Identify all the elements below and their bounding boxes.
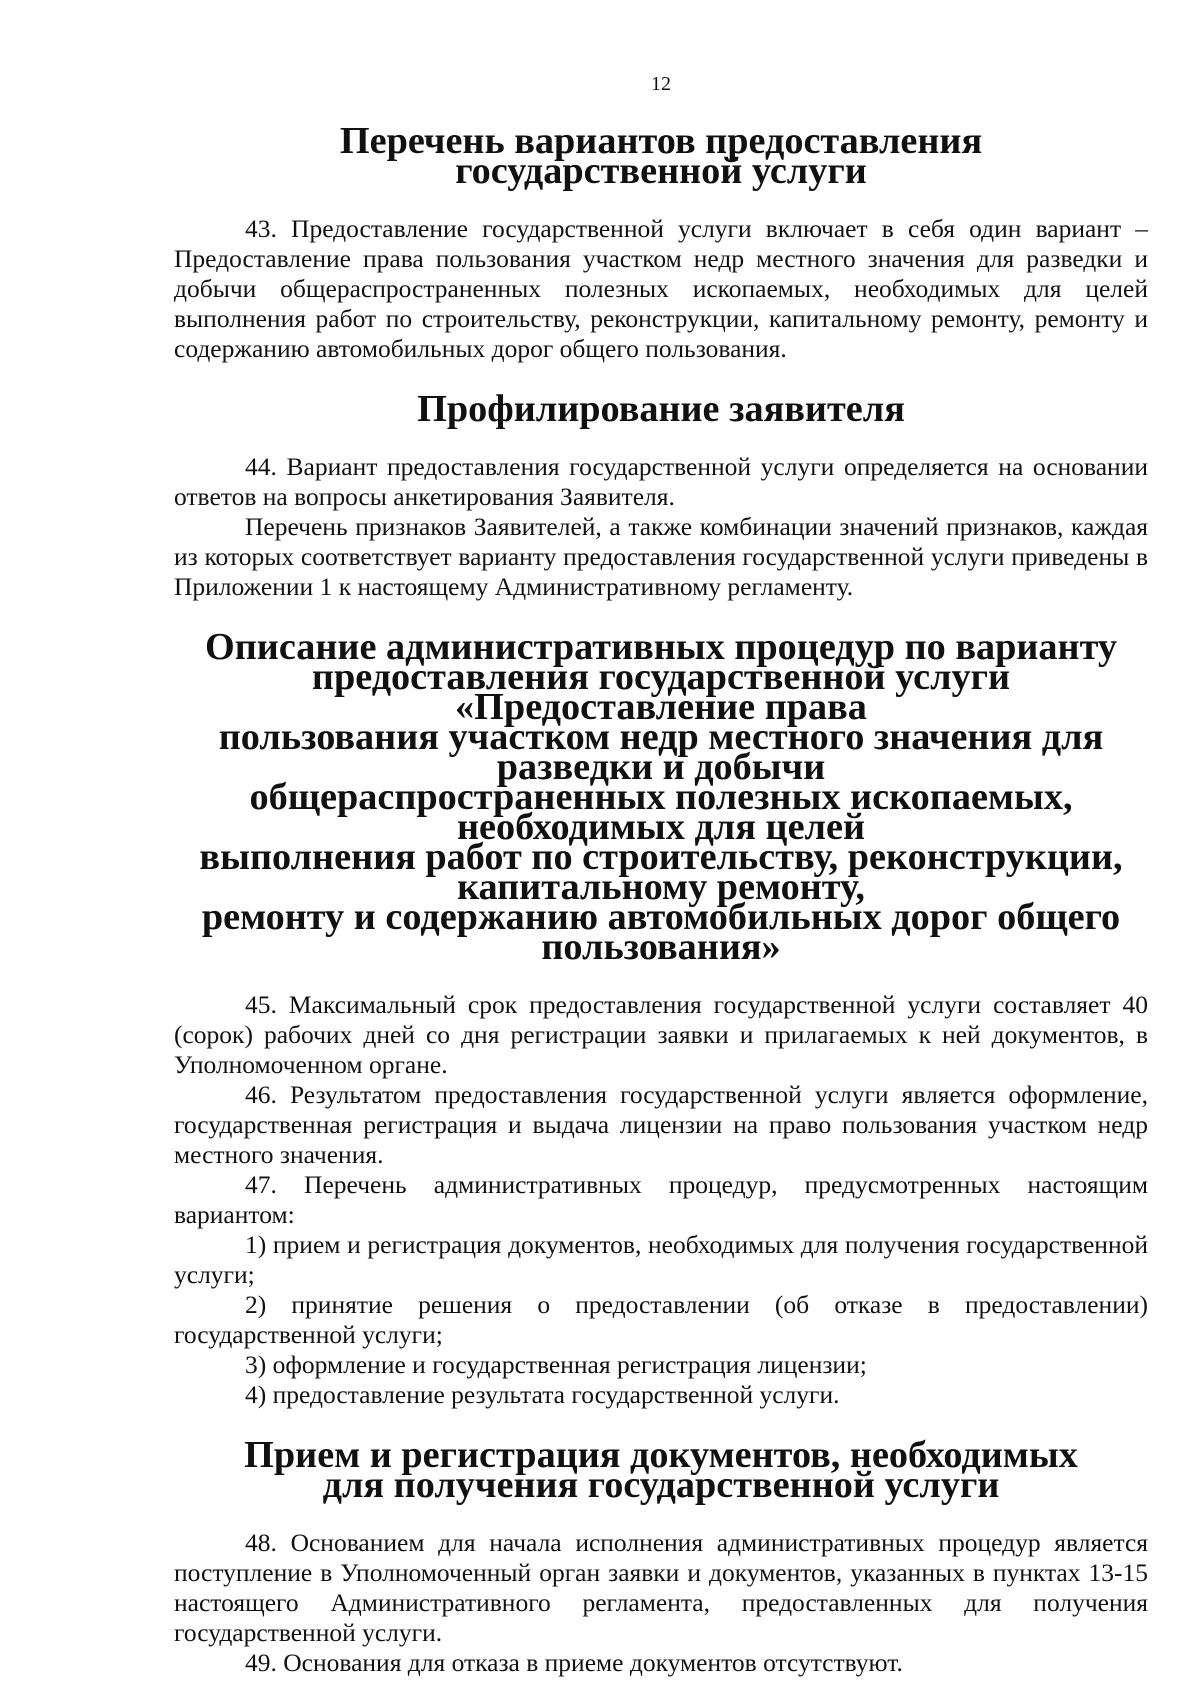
paragraph-43: 43. Предоставление государственной услуги включает в себя один вариант – Предоставление права пользования участком недр местного значения для разведки и добычи общераспространенных полезных ископаемых, необходимых для целей выполнения работ по строительству, реконструкции, капитальному ремонту, ремонту и содержанию автомобильных дорог общего пользования. — [174, 214, 1148, 363]
section-heading-procedures — [174, 626, 1148, 968]
heading-line: Профилирование заявителя — [417, 388, 905, 430]
heading-line: общераспространенных полезных ископаемых, необходимых для целей — [249, 776, 1073, 848]
heading-line: государственной услуги — [455, 150, 867, 192]
heading-line: для получения государственной услуги — [322, 1464, 1000, 1506]
paragraph-44: 44. Вариант предоставления государственной услуги определяется на основании ответов на вопросы анкетирования Заявителя. — [174, 452, 1148, 511]
paragraph-46: 46. Результатом предоставления государственной услуги является оформление, государственная регистрация и выдача лицензии на право пользования участком недр местного значения. — [174, 1080, 1148, 1169]
heading-line: Прием и регистрация документов, необходимых — [244, 1434, 1078, 1476]
heading-line: Описание административных процедур по варианту — [204, 626, 1118, 668]
heading-line: выполнения работ по строительству, реконструкции, капитальному ремонту, — [199, 836, 1123, 908]
list-item-1: 1) прием и регистрация документов, необходимых для получения государственной услуги; — [174, 1230, 1148, 1289]
heading-line: предоставления государственной услуги «Предоставление права — [311, 656, 1011, 728]
page-number: 12 — [651, 73, 671, 95]
paragraph-44-list-of-attributes: Перечень признаков Заявителей, а также комбинации значений признаков, каждая из которых соответствует варианту предоставления государственной услуги приведены в Приложении 1 к настоящему Административному регламенту. — [174, 512, 1148, 601]
paragraph-48: 48. Основанием для начала исполнения административных процедур является поступление в Уполномоченный орган заявки и документов, указанных в пунктах 13-15 настоящего Административного регламента, предоставленных для получения государственной услуги. — [174, 1528, 1148, 1647]
list-item-3: 3) оформление и государственная регистрация лицензии; — [245, 1350, 867, 1379]
heading-line: Перечень вариантов предоставления — [339, 120, 983, 162]
paragraph-49: 49. Основания для отказа в приеме документов отсутствуют. — [245, 1648, 903, 1677]
list-item-4: 4) предоставление результата государственной услуги. — [245, 1380, 840, 1409]
heading-line: ремонту и содержанию автомобильных дорог общего пользования» — [201, 896, 1121, 968]
section-heading-profiling — [174, 388, 1148, 430]
list-item-2: 2) принятие решения о предоставлении (об отказе в предоставлении) государственной услуги; — [174, 1290, 1148, 1349]
document-page — [174, 72, 1148, 1678]
paragraph-45: 45. Максимальный срок предоставления государственной услуги составляет 40 (сорок) рабочих дней со дня регистрации заявки и прилагаемых к ней документов, в Уполномоченном органе. — [174, 990, 1148, 1079]
heading-line: пользования участком недр местного значения для разведки и добычи — [218, 716, 1104, 788]
section-heading-reception — [174, 1434, 1148, 1506]
paragraph-47: 47. Перечень административных процедур, предусмотренных настоящим вариантом: — [174, 1170, 1148, 1229]
section-heading-variants — [174, 120, 1148, 192]
